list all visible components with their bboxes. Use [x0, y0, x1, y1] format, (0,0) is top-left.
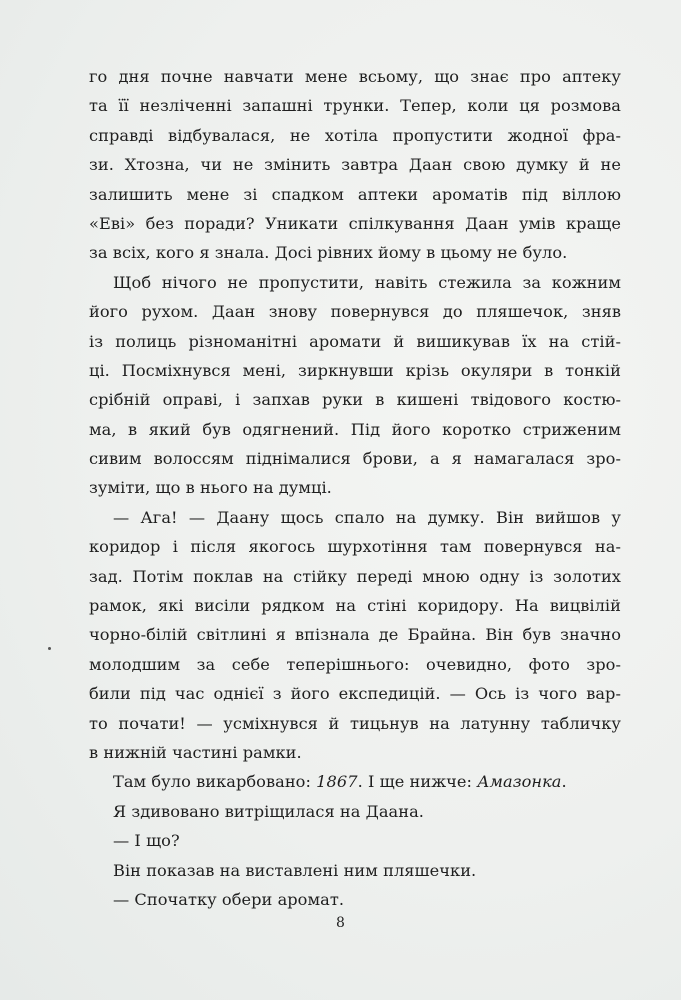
text-line: зад. Потім поклав на стійку переді мною одну із золотих	[89, 566, 621, 586]
text-line: «Еві» без поради? Уникати спілкування Даан умів краще	[89, 213, 621, 233]
text-line: ці. Посміхнувся мені, зиркнувши крізь окуляри в тонкій	[89, 360, 621, 380]
text-line: із полиць різноманітні аромати й вишикував їх на стій-	[89, 331, 621, 351]
text-line: то почати! — усміхнувся й тицьнув на латунну табличку	[89, 713, 621, 733]
text-line: — Спочатку обери аромат.	[113, 889, 345, 909]
text-line: чорно-білій світлині я впізнала де Брайна. Він був значно	[89, 625, 621, 645]
text-line: рамок, які висіли рядком на стіні коридору. На вицвілій	[89, 596, 621, 616]
text-line: коридор і після якогось шурхотіння там повернувся на-	[89, 537, 621, 557]
body-text	[89, 62, 621, 914]
text-line: — Ага! — Даану щось спало на думку. Він вийшов у	[113, 507, 621, 527]
text-line: Він показав на виставлені ним пляшечки.	[113, 860, 477, 880]
text-line: Щоб нічого не пропустити, навіть стежила за кожним	[113, 272, 621, 292]
italic-year: 1867	[316, 772, 358, 792]
text-line: зи. Хтозна, чи не змінить завтра Даан свою думку й не	[89, 155, 621, 175]
italic-place: Амазонка	[477, 772, 562, 792]
text-line: зуміти, що в нього на думці.	[89, 478, 332, 498]
text-span: . І ще нижче:	[357, 772, 478, 792]
text-line: били під час однієї з його експедицій. — Ось із чого вар-	[89, 684, 621, 704]
page-number: 8	[336, 915, 345, 931]
text-line: Я здивовано витріщилася на Даана.	[113, 801, 424, 821]
text-line: його рухом. Даан знову повернувся до пляшечок, зняв	[89, 302, 621, 322]
text-line: в нижній частині рамки.	[89, 742, 302, 762]
text-line: сивим волоссям піднімалися брови, а я намагалася зро-	[89, 449, 621, 469]
text-line	[89, 767, 621, 796]
text-line: залишить мене зі спадком аптеки ароматів під віллою	[89, 184, 621, 204]
text-line: го дня почне навчати мене всьому, що знає про аптеку	[89, 67, 621, 86]
text-line: справді відбувалася, не хотіла пропустити жодної фра-	[89, 125, 621, 145]
text-line: срібній оправі, і запхав руки в кишені твідового костю-	[89, 390, 621, 410]
text-span: .	[561, 772, 567, 792]
text-span: Там було викарбовано:	[113, 772, 317, 792]
text-line: — І що?	[113, 831, 180, 851]
text-line: ма, в який був одягнений. Під його коротко стриженим	[89, 419, 621, 439]
text-line: та її незліченні запашні трунки. Тепер, коли ця розмова	[89, 96, 621, 116]
text-line: молодшим за себе теперішнього: очевидно, фото зро-	[89, 654, 621, 674]
text-line: за всіх, кого я знала. Досі рівних йому в цьому не було.	[89, 243, 568, 263]
paper-speck	[48, 647, 51, 650]
